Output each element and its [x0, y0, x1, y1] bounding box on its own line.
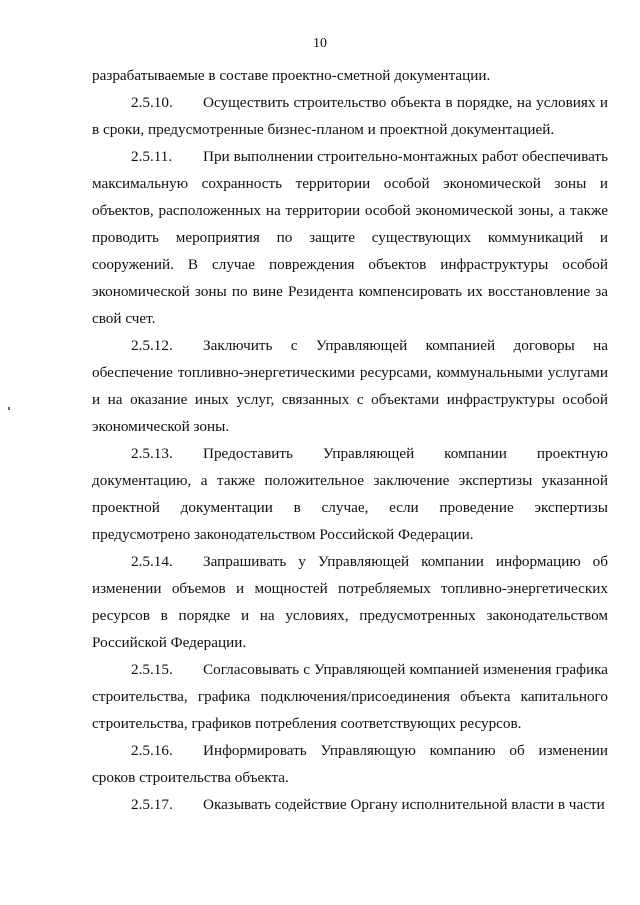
clause-2-5-14 [92, 548, 608, 656]
clause-2-5-12 [92, 332, 608, 440]
clause-2-5-10 [92, 89, 608, 143]
clause-text: Согласовывать с Управляющей компанией изменения графика строительства, графика подключения/присоединения объекта капитального строительства, графиков потребления соответствующих ресурсов. [92, 661, 608, 732]
clause-number: 2.5.14. [131, 553, 173, 570]
paragraph-text: разрабатываемые в составе проектно-сметной документации. [92, 67, 491, 84]
document-body [92, 62, 608, 818]
clause-2-5-13 [92, 440, 608, 548]
clause-text: Информировать Управляющую компанию об изменении сроков строительства объекта. [92, 742, 608, 786]
clause-2-5-16 [92, 737, 608, 791]
clause-text: Оказывать содействие Органу исполнительной власти в части [203, 796, 605, 813]
clause-text: Предоставить Управляющей компании проектную документацию, а также положительное заключение экспертизы указанной проектной документации в случае, если проведение экспертизы предусмотрено законодательством Российской Федерации. [92, 445, 608, 543]
clause-number: 2.5.10. [131, 94, 173, 111]
paragraph-continuation [92, 62, 608, 89]
clause-number: 2.5.16. [131, 742, 173, 759]
clause-text: При выполнении строительно-монтажных работ обеспечивать максимальную сохранность территории особой экономической зоны и объектов, расположенных на территории особой экономической зоны, а также проводить мероприятия по защите существующих коммуникаций и сооружений. В случае повреждения объектов инфраструктуры особой экономической зоны по вине Резидента компенсировать их восстановление за свой счет. [92, 148, 608, 327]
clause-number: 2.5.15. [131, 661, 173, 678]
clause-number: 2.5.11. [131, 148, 173, 165]
clause-2-5-17 [92, 791, 608, 818]
clause-text: Заключить с Управляющей компанией договоры на обеспечение топливно-энергетическими ресурсами, коммунальными услугами и на оказание иных услуг, связанных с объектами инфраструктуры особой экономической зоны. [92, 337, 608, 435]
page-number: 10 [313, 36, 327, 51]
clause-text: Осуществить строительство объекта в порядке, на условиях и в сроки, предусмотренные бизнес-планом и проектной документацией. [92, 94, 608, 138]
clause-number: 2.5.17. [131, 796, 173, 813]
clause-number: 2.5.12. [131, 337, 173, 354]
clause-text: Запрашивать у Управляющей компании информацию об изменении объемов и мощностей потребляемых топливно-энергетических ресурсов в порядке и на условиях, предусмотренных законодательством Российской Федерации. [92, 553, 608, 651]
clause-number: 2.5.13. [131, 445, 173, 462]
scan-artifact [8, 407, 10, 410]
clause-2-5-11 [92, 143, 608, 332]
clause-2-5-15 [92, 656, 608, 737]
